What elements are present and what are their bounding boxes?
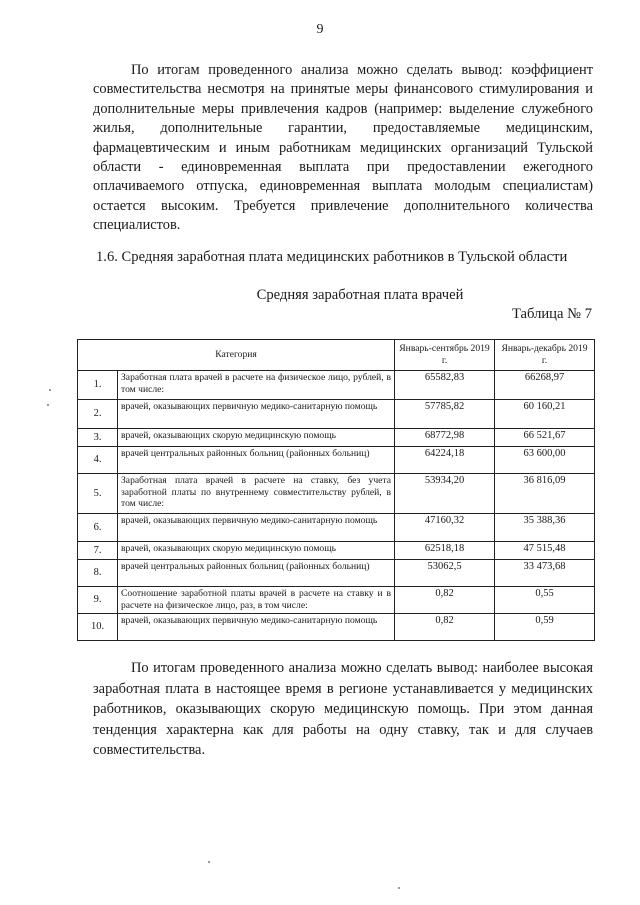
table-title: Средняя заработная плата врачей (256, 287, 464, 303)
row-category: врачей, оказывающих скорую медицинскую помощь (118, 429, 395, 447)
row-value-jan-dec: 0,55 (495, 587, 595, 614)
row-value-jan-sep: 0,82 (395, 614, 495, 641)
row-category: Соотношение заработной платы врачей в расчете на ставку и в расчете на физическое лицо, раз, в том числе: (118, 587, 395, 614)
header-jan-sep: Январь-сентябрь 2019 г. (395, 340, 495, 371)
row-value-jan-sep: 64224,18 (395, 447, 495, 474)
table-row (78, 474, 595, 514)
table-row (78, 542, 595, 560)
section-heading: 1.6. Средняя заработная плата медицинских работников в Тульской области (96, 249, 568, 265)
table-row (78, 429, 595, 447)
row-category: врачей, оказывающих первичную медико-санитарную помощь (118, 614, 395, 641)
table-row (78, 514, 595, 542)
table-row (78, 447, 595, 474)
row-number: 10. (78, 614, 118, 641)
conclusion-paragraph-1: По итогам проведенного анализа можно сделать вывод: коэффициент совместительства несмотря на принятые меры финансового стимулирования и дополнительные меры привлечения кадров (например: выделение служебного жилья, дополнительные гарантии, предоставляемые медицинским, фармацевтическим и иным работникам медицинских организаций Тульской области - единовременная выплата при предоставлении ежегодного оплачиваемого отпуска, единовременная выплата молодым специалистам) остается высоким. Требуется привлечение дополнительного количества специалистов. (93, 62, 593, 234)
row-category: врачей, оказывающих скорую медицинскую помощь (118, 542, 395, 560)
scan-speck (398, 887, 400, 889)
row-value-jan-dec: 66 521,67 (495, 429, 595, 447)
row-value-jan-sep: 47160,32 (395, 514, 495, 542)
row-number: 9. (78, 587, 118, 614)
row-value-jan-sep: 53062,5 (395, 560, 495, 587)
row-category: врачей центральных районных больниц (районных больниц) (118, 560, 395, 587)
conclusion-paragraph-2: По итогам проведенного анализа можно сделать вывод: наиболее высокая заработная плата в настоящее время в регионе устанавливается у медицинских работников, оказывающих скорую медицинскую помощь. При этом данная тенденция характерна как для работы на одну ставку, так и для случаев совместительства. (93, 660, 593, 758)
row-number: 2. (78, 400, 118, 429)
scan-speck (208, 861, 210, 863)
row-value-jan-sep: 65582,83 (395, 371, 495, 400)
table-header-row (78, 340, 595, 371)
table-number: Таблица № 7 (512, 306, 592, 322)
row-number: 1. (78, 371, 118, 400)
row-category: врачей, оказывающих первичную медико-санитарную помощь (118, 514, 395, 542)
row-value-jan-dec: 33 473,68 (495, 560, 595, 587)
row-value-jan-dec: 36 816,09 (495, 474, 595, 514)
row-category: Заработная плата врачей в расчете на физическое лицо, рублей, в том числе: (118, 371, 395, 400)
header-category: Категория (78, 340, 395, 371)
row-category: врачей центральных районных больниц (районных больниц) (118, 447, 395, 474)
row-value-jan-dec: 0,59 (495, 614, 595, 641)
row-number: 4. (78, 447, 118, 474)
row-value-jan-sep: 57785,82 (395, 400, 495, 429)
row-value-jan-sep: 53934,20 (395, 474, 495, 514)
row-value-jan-dec: 60 160,21 (495, 400, 595, 429)
salary-table (77, 339, 595, 641)
row-category: Заработная плата врачей в расчете на ставку, без учета заработной платы по внутреннему совместительству рублей, в том числе: (118, 474, 395, 514)
table-row (78, 400, 595, 429)
row-number: 5. (78, 474, 118, 514)
row-number: 7. (78, 542, 118, 560)
row-value-jan-sep: 68772,98 (395, 429, 495, 447)
row-category: врачей, оказывающих первичную медико-санитарную помощь (118, 400, 395, 429)
table-row (78, 587, 595, 614)
row-number: 6. (78, 514, 118, 542)
row-value-jan-dec: 66268,97 (495, 371, 595, 400)
row-number: 8. (78, 560, 118, 587)
row-value-jan-sep: 62518,18 (395, 542, 495, 560)
scan-speck (49, 389, 51, 391)
page-number: 9 (316, 22, 324, 37)
row-value-jan-sep: 0,82 (395, 587, 495, 614)
header-jan-dec: Январь-декабрь 2019 г. (495, 340, 595, 371)
table-row (78, 614, 595, 641)
table-row (78, 371, 595, 400)
row-number: 3. (78, 429, 118, 447)
row-value-jan-dec: 35 388,36 (495, 514, 595, 542)
scan-speck (47, 404, 49, 406)
table-row (78, 560, 595, 587)
row-value-jan-dec: 63 600,00 (495, 447, 595, 474)
row-value-jan-dec: 47 515,48 (495, 542, 595, 560)
